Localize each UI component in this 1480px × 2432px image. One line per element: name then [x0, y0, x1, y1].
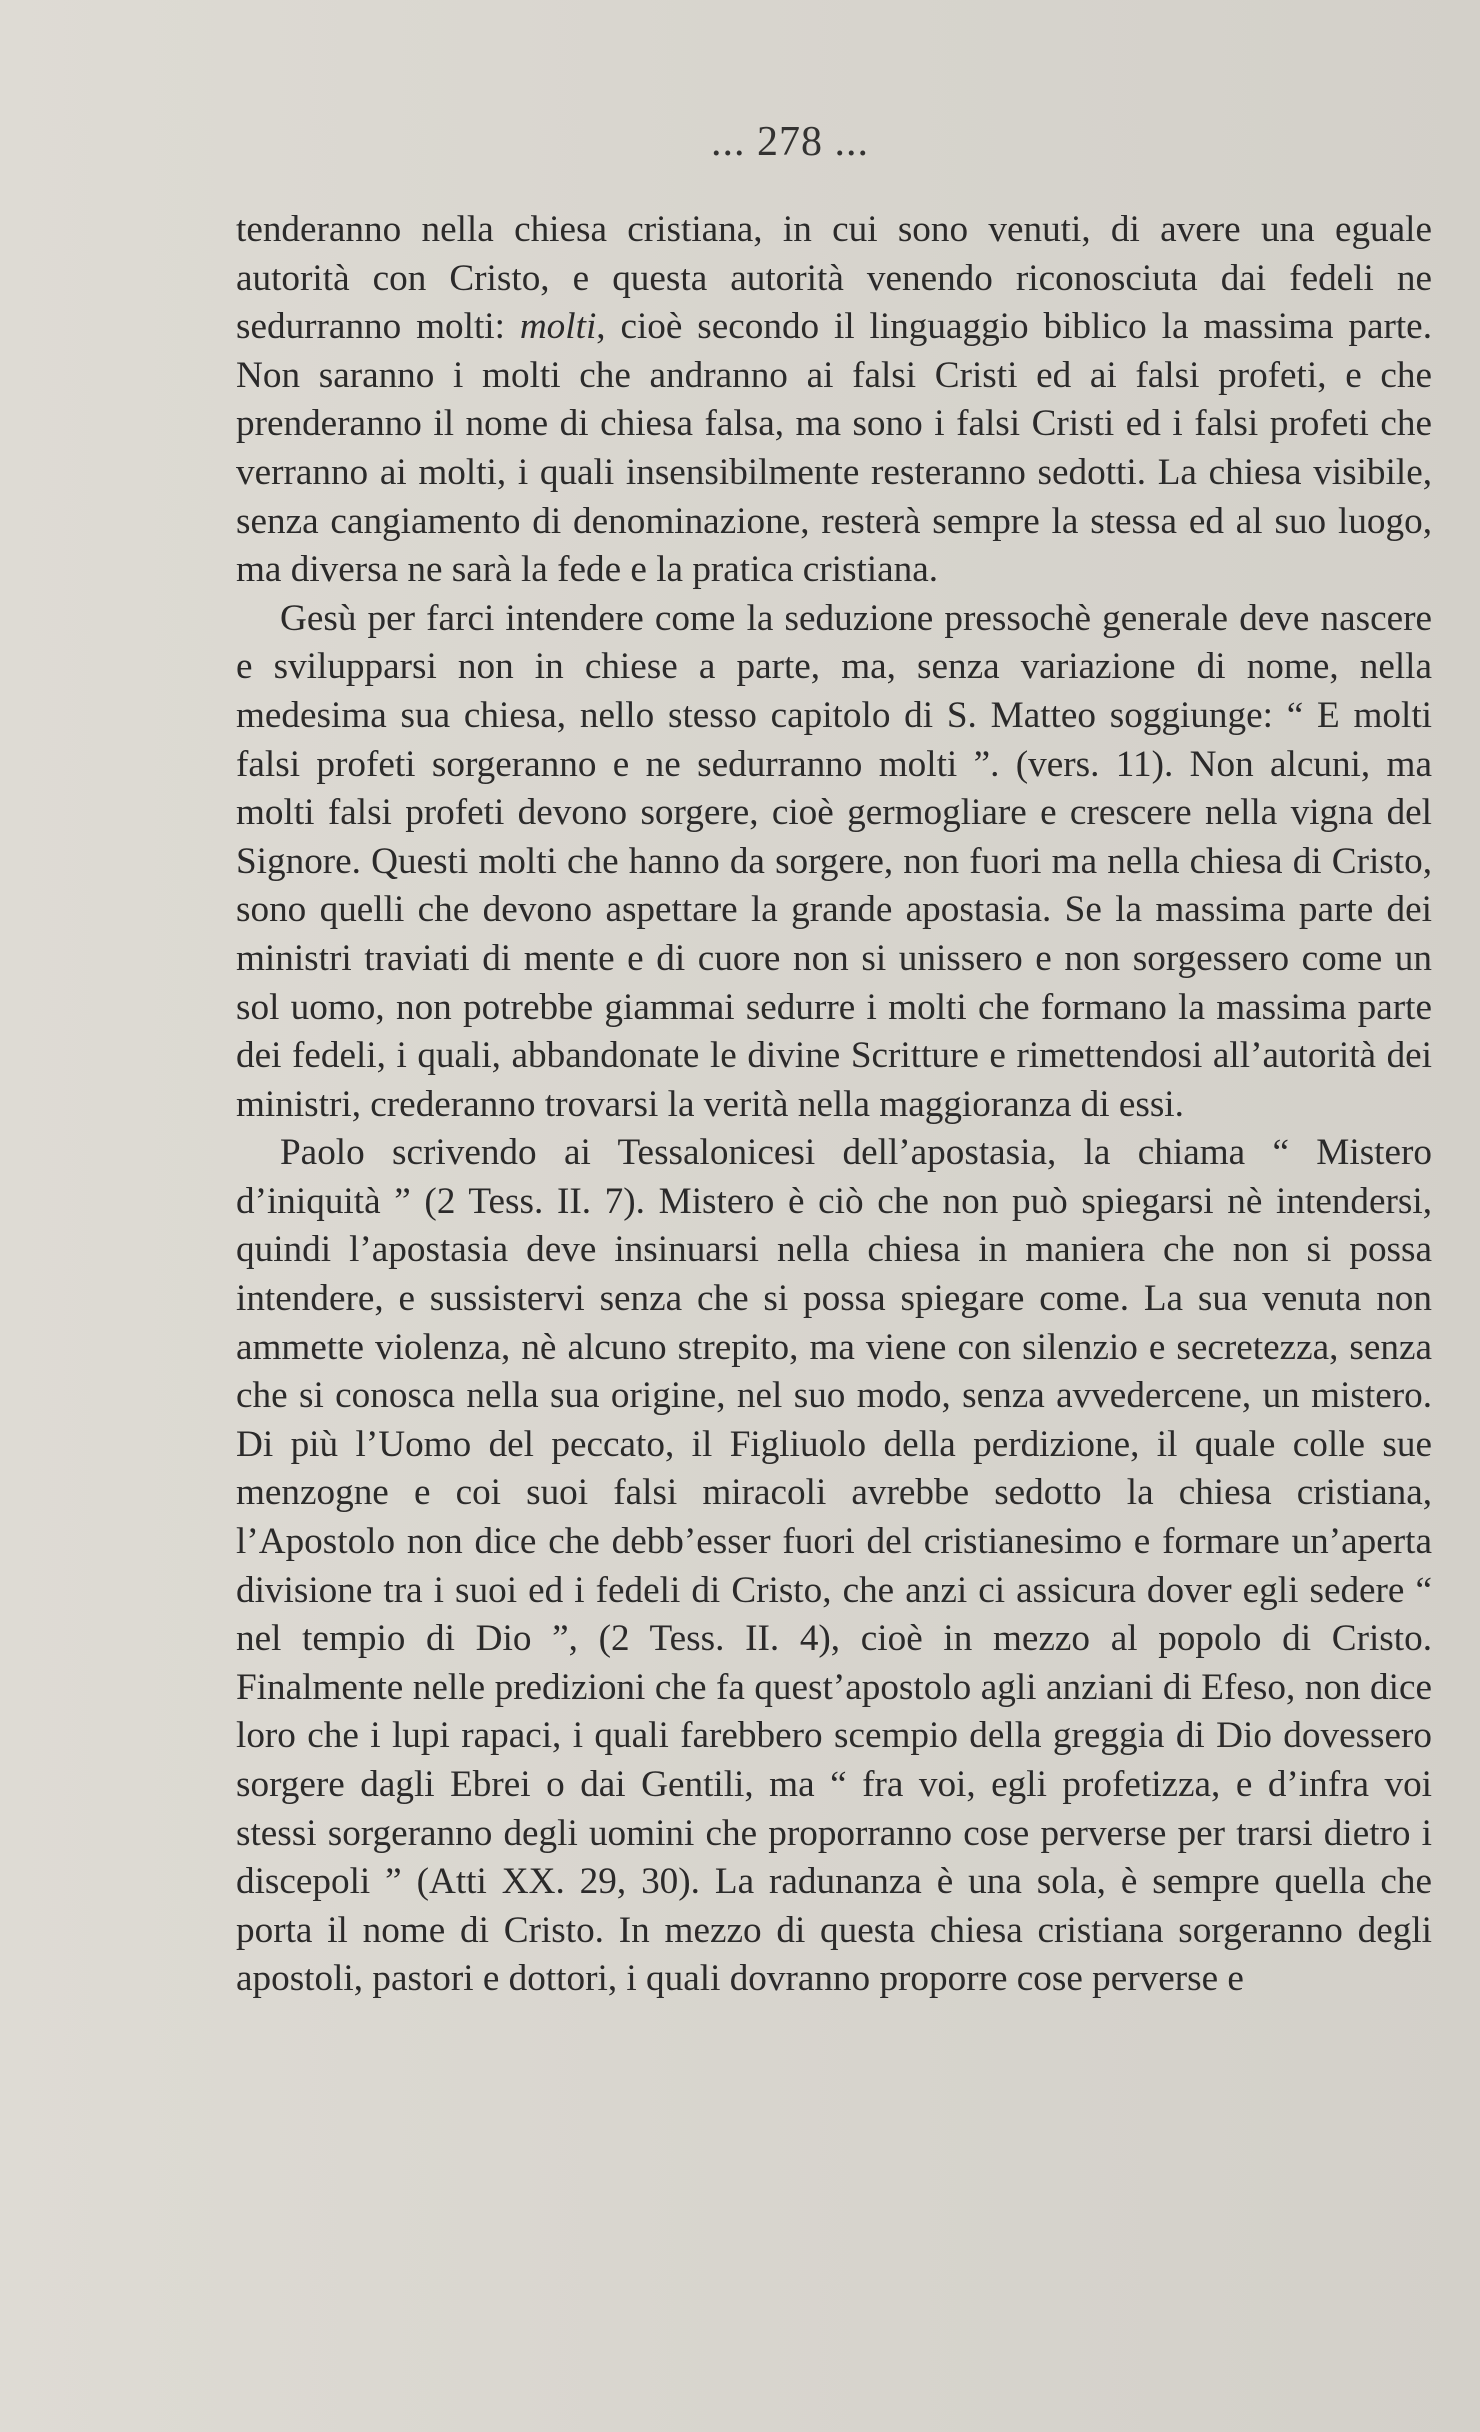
paragraph-1-part-2: , cioè secondo il linguaggio biblico la massima parte. Non saranno i molti che andranno ai falsi Cristi ed ai falsi profeti, e che prenderanno il nome di chiesa falsa, ma sono i falsi Cristi ed i falsi profeti che verranno ai molti, i quali insensibilmente resteranno sedotti. La chiesa visibile, senza cangiamento di denominazione, resterà sempre la stessa ed al suo luogo, ma diversa ne sarà la fede e la pratica cristiana. [236, 306, 1432, 591]
paragraph-1 [236, 206, 1432, 595]
paragraph-3: Paolo scrivendo ai Tessalonicesi dell’apostasia, la chiama “ Mistero d’iniquità ” (2 Tess. II. 7). Mistero è ciò che non può spiegarsi nè intendersi, quindi l’apostasia deve insinuarsi nella chiesa in maniera che non si possa intendere, e sussistervi senza che si possa spiegare come. La sua venuta non ammette violenza, nè alcuno strepito, ma viene con silenzio e secretezza, senza che si conosca nella sua origine, nel suo modo, senza avvedercene, un mistero. Di più l’Uomo del peccato, il Figliuolo della perdizione, il quale colle sue menzogne e coi suoi falsi miracoli avrebbe sedotto la chiesa cristiana, l’Apostolo non dice che debb’esser fuori del cristianesimo e formare un’aperta divisione tra i suoi ed i fedeli di Cristo, che anzi ci assicura dover egli sedere “ nel tempio di Dio ”, (2 Tess. II. 4), cioè in mezzo al popolo di Cristo. Finalmente nelle predizioni che fa quest’apostolo agli anziani di Efeso, non dice loro che i lupi rapaci, i quali farebbero scempio della greggia di Dio dovessero sorgere dagli Ebrei o dai Gentili, ma “ fra voi, egli profetizza, e d’infra voi stessi sorgeranno degli uomini che proporranno cose perverse per trarsi dietro i discepoli ” (Atti XX. 29, 30). La radunanza è una sola, è sempre quella che porta il nome di Cristo. In mezzo di questa chiesa cristiana sorgeranno degli apostoli, pastori e dottori, i quali dovranno proporre cose perverse e [236, 1132, 1432, 2000]
body-text [236, 206, 1432, 2004]
italic-word-molti: molti [519, 306, 597, 348]
paragraph-1-part-1: tenderanno nella chiesa cristiana, in cui sono venuti, di avere una eguale autorità con Cristo, e questa autorità venendo riconosciuta dai fedeli ne sedurranno molti: [236, 209, 1432, 348]
page-number: ... 278 ... [711, 119, 869, 165]
page-header [0, 118, 1480, 166]
paragraph-2: Gesù per farci intendere come la seduzione pressochè generale deve nascere e svilupparsi non in chiese a parte, ma, senza variazione di nome, nella medesima sua chiesa, nello stesso capitolo di S. Matteo soggiunge: “ E molti falsi profeti sorgeranno e ne sedurranno molti ”. (vers. 11). Non alcuni, ma molti falsi profeti devono sorgere, cioè germogliare e crescere nella vigna del Signore. Questi molti che hanno da sorgere, non fuori ma nella chiesa di Cristo, sono quelli che devono aspettare la grande apostasia. Se la massima parte dei ministri traviati di mente e di cuore non si unissero e non sorgessero come un sol uomo, non potrebbe giammai sedurre i molti che formano la massima parte dei fedeli, i quali, abbandonate le divine Scritture e rimettendosi all’autorità dei ministri, crederanno trovarsi la verità nella maggioranza di essi. [236, 597, 1432, 1125]
